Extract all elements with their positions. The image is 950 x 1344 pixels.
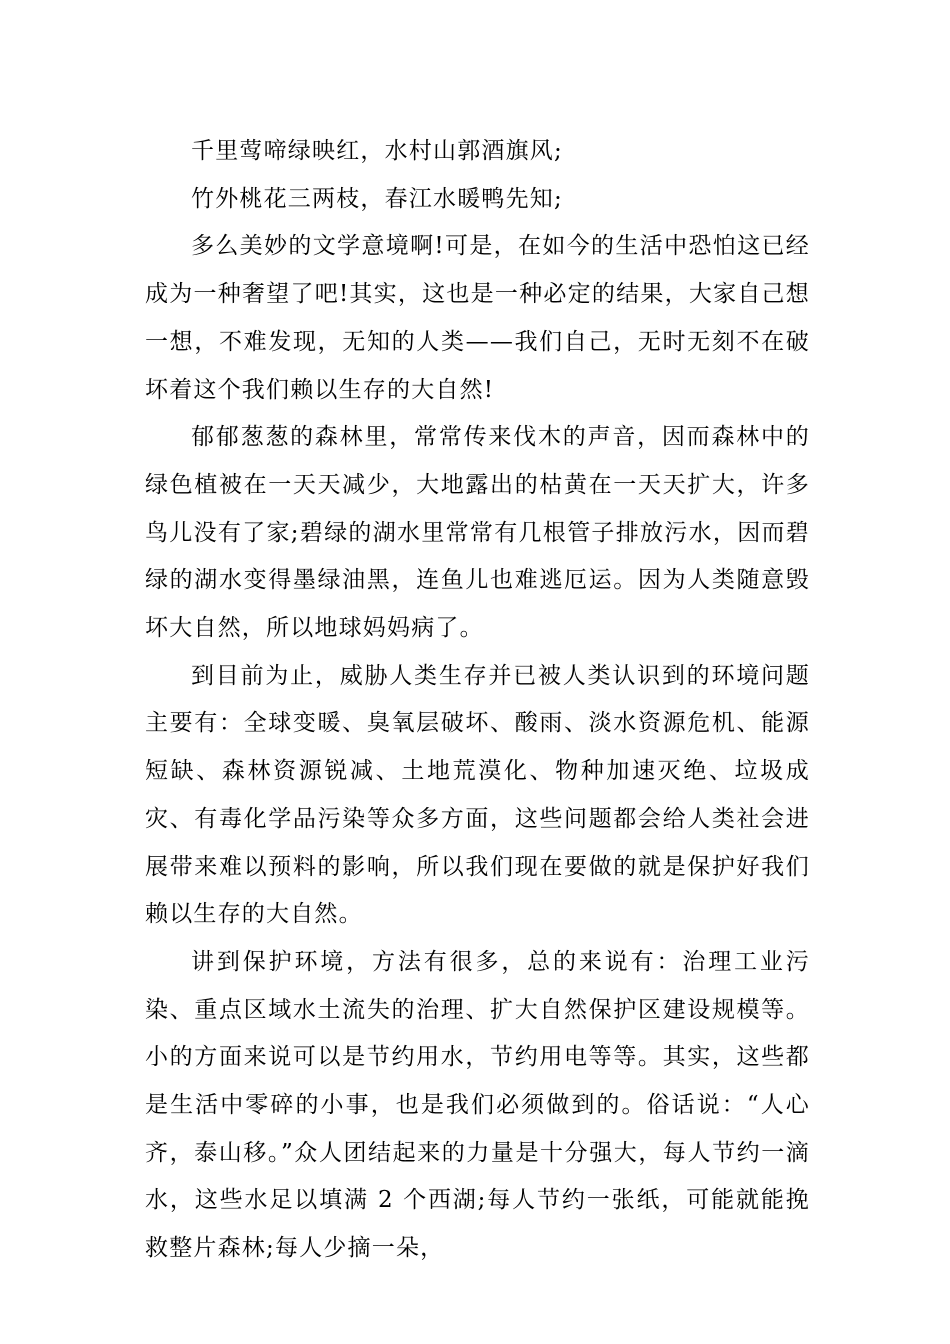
paragraph-1: 多么美妙的文学意境啊!可是，在如今的生活中恐怕这已经成为一种奢望了吧!其实，这也是一种必定的结果，大家自己想一想，不难发现，无知的人类——我们自己，无时无刻不在破坏着这个我们赖以生存的大自然! xyxy=(145,233,810,403)
paragraph-3: 到目前为止，威胁人类生存并已被人类认识到的环境问题主要有：全球变暖、臭氧层破坏、酸雨、淡水资源危机、能源短缺、森林资源锐减、土地荒漠化、物种加速灭绝、垃圾成灾、有毒化学品污染等众多方面，这些问题都会给人类社会进展带来难以预料的影响，所以我们现在要做的就是保护好我们赖以生存的大自然。 xyxy=(145,662,810,928)
paragraph-2: 郁郁葱葱的森林里，常常传来伐木的声音，因而森林中的绿色植被在一天天减少，大地露出的枯黄在一天天扩大，许多鸟儿没有了家;碧绿的湖水里常常有几根管子排放污水，因而碧绿的湖水变得墨绿油黑，连鱼儿也难逃厄运。因为人类随意毁坏大自然，所以地球妈妈病了。 xyxy=(145,424,810,642)
poem-line-1: 千里莺啼绿映红，水村山郭酒旗风; xyxy=(191,138,563,164)
paragraph-4: 讲到保护环境，方法有很多，总的来说有：治理工业污染、重点区域水土流失的治理、扩大自然保护区建设规模等。小的方面来说可以是节约用水，节约用电等等。其实，这些都是生活中零碎的小事，也是我们必须做到的。俗话说：“人心齐，泰山移。”众人团结起来的力量是十分强大，每人节约一滴水，这些水足以填满 2 个西湖;每人节约一张纸，可能就能挽救整片森林;每人少摘一朵， xyxy=(145,948,810,1262)
poem-line-2: 竹外桃花三两枝，春江水暖鸭先知; xyxy=(191,185,563,212)
document-body xyxy=(145,128,810,1273)
